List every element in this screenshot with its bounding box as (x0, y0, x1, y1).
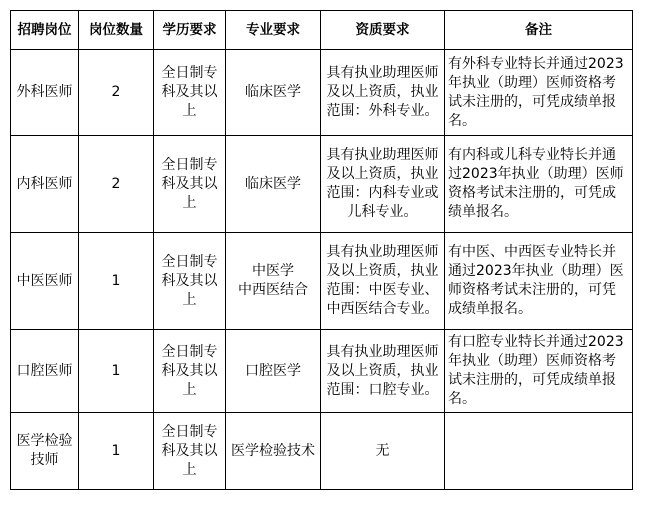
cell-position: 中医医师 (11, 233, 79, 330)
cell-qualification: 具有执业助理医师及以上资质，执业范围：中医专业、中西医结合专业。 (321, 233, 445, 330)
cell-remark: 有口腔专业特长并通过2023年执业（助理）医师资格考试未注册的，可凭成绩单报名。 (445, 330, 633, 413)
table-row (11, 330, 633, 413)
header-row (11, 11, 633, 50)
cell-major: 临床医学 (226, 136, 321, 233)
cell-qualification: 无 (321, 413, 445, 490)
cell-education: 全日制专科及其以上 (154, 50, 226, 136)
header-major: 专业要求 (226, 11, 321, 50)
cell-remark (445, 413, 633, 490)
cell-major: 医学检验技术 (226, 413, 321, 490)
cell-position: 医学检验技师 (11, 413, 79, 490)
cell-qualification: 具有执业助理医师及以上资质，执业范围：内科专业或儿科专业。 (321, 136, 445, 233)
cell-education: 全日制专科及其以上 (154, 136, 226, 233)
cell-education: 全日制专科及其以上 (154, 330, 226, 413)
header-remark: 备注 (445, 11, 633, 50)
header-education: 学历要求 (154, 11, 226, 50)
cell-remark: 有中医、中西医专业特长并通过2023年执业（助理）医师资格考试未注册的，可凭成绩单报名。 (445, 233, 633, 330)
header-position: 招聘岗位 (11, 11, 79, 50)
cell-count: 1 (79, 330, 154, 413)
header-count: 岗位数量 (79, 11, 154, 50)
cell-position: 内科医师 (11, 136, 79, 233)
cell-major: 中医学 中西医结合 (226, 233, 321, 330)
cell-position: 外科医师 (11, 50, 79, 136)
table-row (11, 136, 633, 233)
table-row (11, 413, 633, 490)
cell-qualification: 具有执业助理医师及以上资质，执业范围：外科专业。 (321, 50, 445, 136)
cell-education: 全日制专科及其以上 (154, 413, 226, 490)
cell-education: 全日制专科及其以上 (154, 233, 226, 330)
table-row (11, 233, 633, 330)
cell-count: 2 (79, 136, 154, 233)
cell-remark: 有内科或儿科专业特长并通过2023年执业（助理）医师资格考试未注册的，可凭成绩单报名。 (445, 136, 633, 233)
recruitment-table-wrapper (10, 10, 633, 490)
cell-remark: 有外科专业特长并通过2023年执业（助理）医师资格考试未注册的，可凭成绩单报名。 (445, 50, 633, 136)
header-qualification: 资质要求 (321, 11, 445, 50)
cell-count: 1 (79, 413, 154, 490)
cell-count: 2 (79, 50, 154, 136)
cell-qualification: 具有执业助理医师及以上资质，执业范围：口腔专业。 (321, 330, 445, 413)
recruitment-table (10, 10, 633, 490)
table-row (11, 50, 633, 136)
cell-position: 口腔医师 (11, 330, 79, 413)
cell-count: 1 (79, 233, 154, 330)
cell-major: 临床医学 (226, 50, 321, 136)
cell-major: 口腔医学 (226, 330, 321, 413)
